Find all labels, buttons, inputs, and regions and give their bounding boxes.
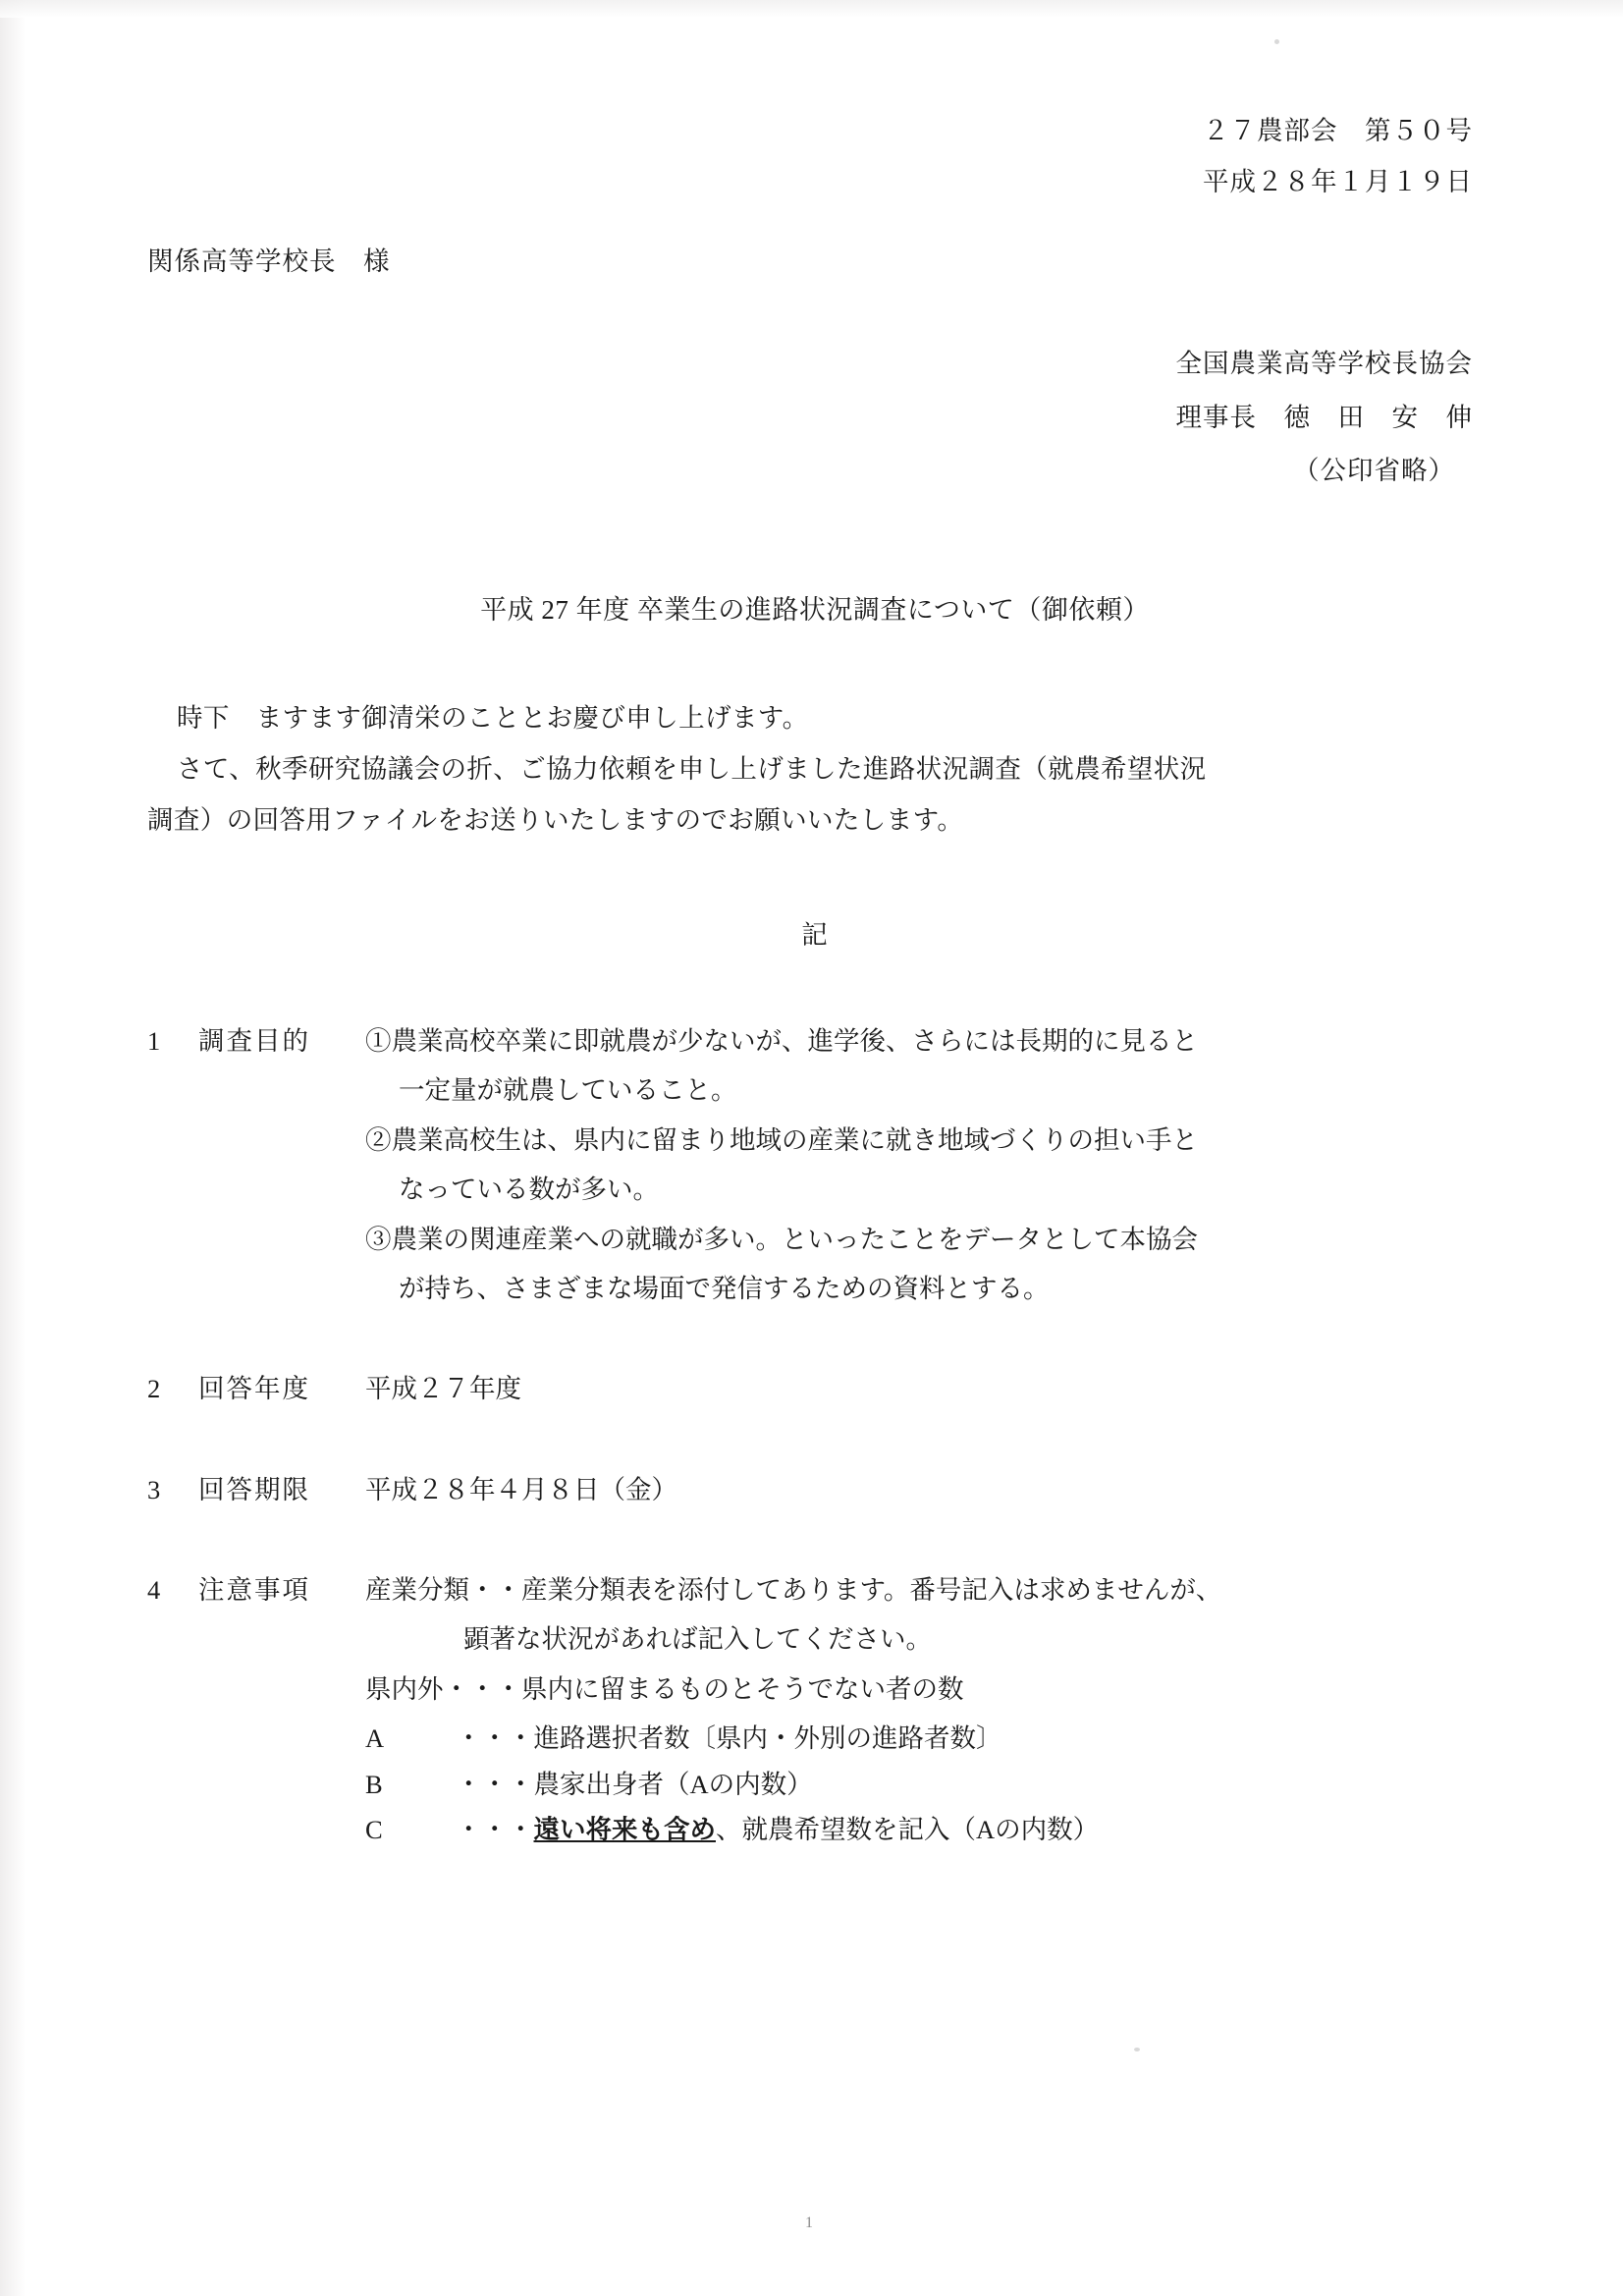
item-content xyxy=(365,1018,1483,1315)
list-item xyxy=(147,1018,1483,1315)
document-header xyxy=(147,108,1483,205)
item-line: が持ち、さまざまな場面で発信するための資料とする。 xyxy=(399,1273,1050,1303)
item-content xyxy=(365,1567,1483,1852)
note-key: B xyxy=(365,1769,383,1799)
item-number: 4 xyxy=(147,1575,161,1605)
items-list xyxy=(147,1018,1483,1852)
list-item xyxy=(147,1567,1483,1852)
note-body: 、就農希望数を記入（Aの内数） xyxy=(716,1814,1100,1844)
note-body: 農家出身者（Aの内数） xyxy=(533,1769,813,1799)
item-line: 平成２８年４月８日（金） xyxy=(365,1474,677,1504)
note-key: A xyxy=(365,1723,385,1754)
note-dots: ・・・ xyxy=(456,1814,534,1844)
item-label: 注意事項 xyxy=(198,1575,310,1605)
note-dots: ・・・ xyxy=(456,1723,534,1754)
intro-line-2: 調査）の回答用ファイルをお送りいたしますのでお願いいたします。 xyxy=(147,805,964,836)
item-number: 3 xyxy=(147,1474,161,1504)
scan-speck xyxy=(1134,2048,1140,2051)
page-number: 1 xyxy=(805,2214,813,2231)
document-title: 平成 27 年度 卒業生の進路状況調査について（御依頼） xyxy=(480,595,1150,626)
item-line: ②農業高校生は、県内に留まり地域の産業に就き地域づくりの担い手と xyxy=(365,1124,1198,1155)
item-label: 回答年度 xyxy=(198,1374,310,1404)
scan-speck xyxy=(1274,39,1279,44)
sender-name: 理事長 徳 田 安 伸 xyxy=(1175,402,1473,432)
sender-organization: 全国農業高等学校長協会 xyxy=(1175,349,1473,379)
note-row xyxy=(365,1807,1483,1852)
item-line: 一定量が就農していること。 xyxy=(399,1075,737,1106)
seal-omitted-note: （公印省略） xyxy=(1293,455,1455,485)
note-row xyxy=(365,1716,1483,1761)
item-line: 顕著な状況があれば記入してください。 xyxy=(463,1624,932,1655)
document-date: 平成２８年１月１９日 xyxy=(1203,167,1473,197)
note-row xyxy=(365,1762,1483,1807)
addressee: 関係高等学校長 様 xyxy=(147,246,391,276)
item-line: なっている数が多い。 xyxy=(399,1175,659,1205)
item-number: 1 xyxy=(147,1026,161,1056)
item-label: 調査目的 xyxy=(198,1026,310,1056)
note-text xyxy=(456,1807,1099,1852)
item-line: 平成２７年度 xyxy=(365,1374,521,1404)
scan-edge-shading-left xyxy=(0,0,26,2296)
document-number: ２７農部会 第５０号 xyxy=(1203,116,1473,145)
note-emphasis: 遠い将来も含め xyxy=(533,1814,716,1844)
item-line: ①農業高校卒業に即就農が少ないが、進学後、さらには長期的に見ると xyxy=(365,1026,1198,1056)
note-text xyxy=(456,1762,813,1807)
item-content xyxy=(365,1467,1483,1516)
note-body: 進路選択者数〔県内・外別の進路者数〕 xyxy=(533,1723,1002,1754)
note-dots: ・・・ xyxy=(456,1769,534,1799)
sender-block xyxy=(147,341,1483,493)
item-line: 産業分類・・産業分類表を添付してあります。番号記入は求めませんが、 xyxy=(365,1575,1222,1605)
document-body xyxy=(147,108,1483,1903)
note-text xyxy=(456,1716,1002,1761)
document-intro xyxy=(147,695,1483,844)
ki-marker: 記 xyxy=(801,919,829,950)
item-content xyxy=(365,1366,1483,1415)
item-line: 県内外・・・県内に留まるものとそうでない者の数 xyxy=(365,1673,964,1704)
intro-line-1: さて、秋季研究協議会の折、ご協力依頼を申し上げました進路状況調査（就農希望状況 xyxy=(177,753,1207,784)
greeting-line: 時下 ますます御清栄のこととお慶び申し上げます。 xyxy=(177,702,809,733)
list-item xyxy=(147,1467,1483,1516)
item-line: ③農業の関連産業への就職が多い。といったことをデータとして本協会 xyxy=(365,1224,1198,1254)
item-number: 2 xyxy=(147,1374,161,1404)
scan-edge-shading-top xyxy=(0,0,1623,18)
list-item xyxy=(147,1366,1483,1415)
note-key: C xyxy=(365,1814,383,1844)
item-label: 回答期限 xyxy=(198,1474,310,1504)
